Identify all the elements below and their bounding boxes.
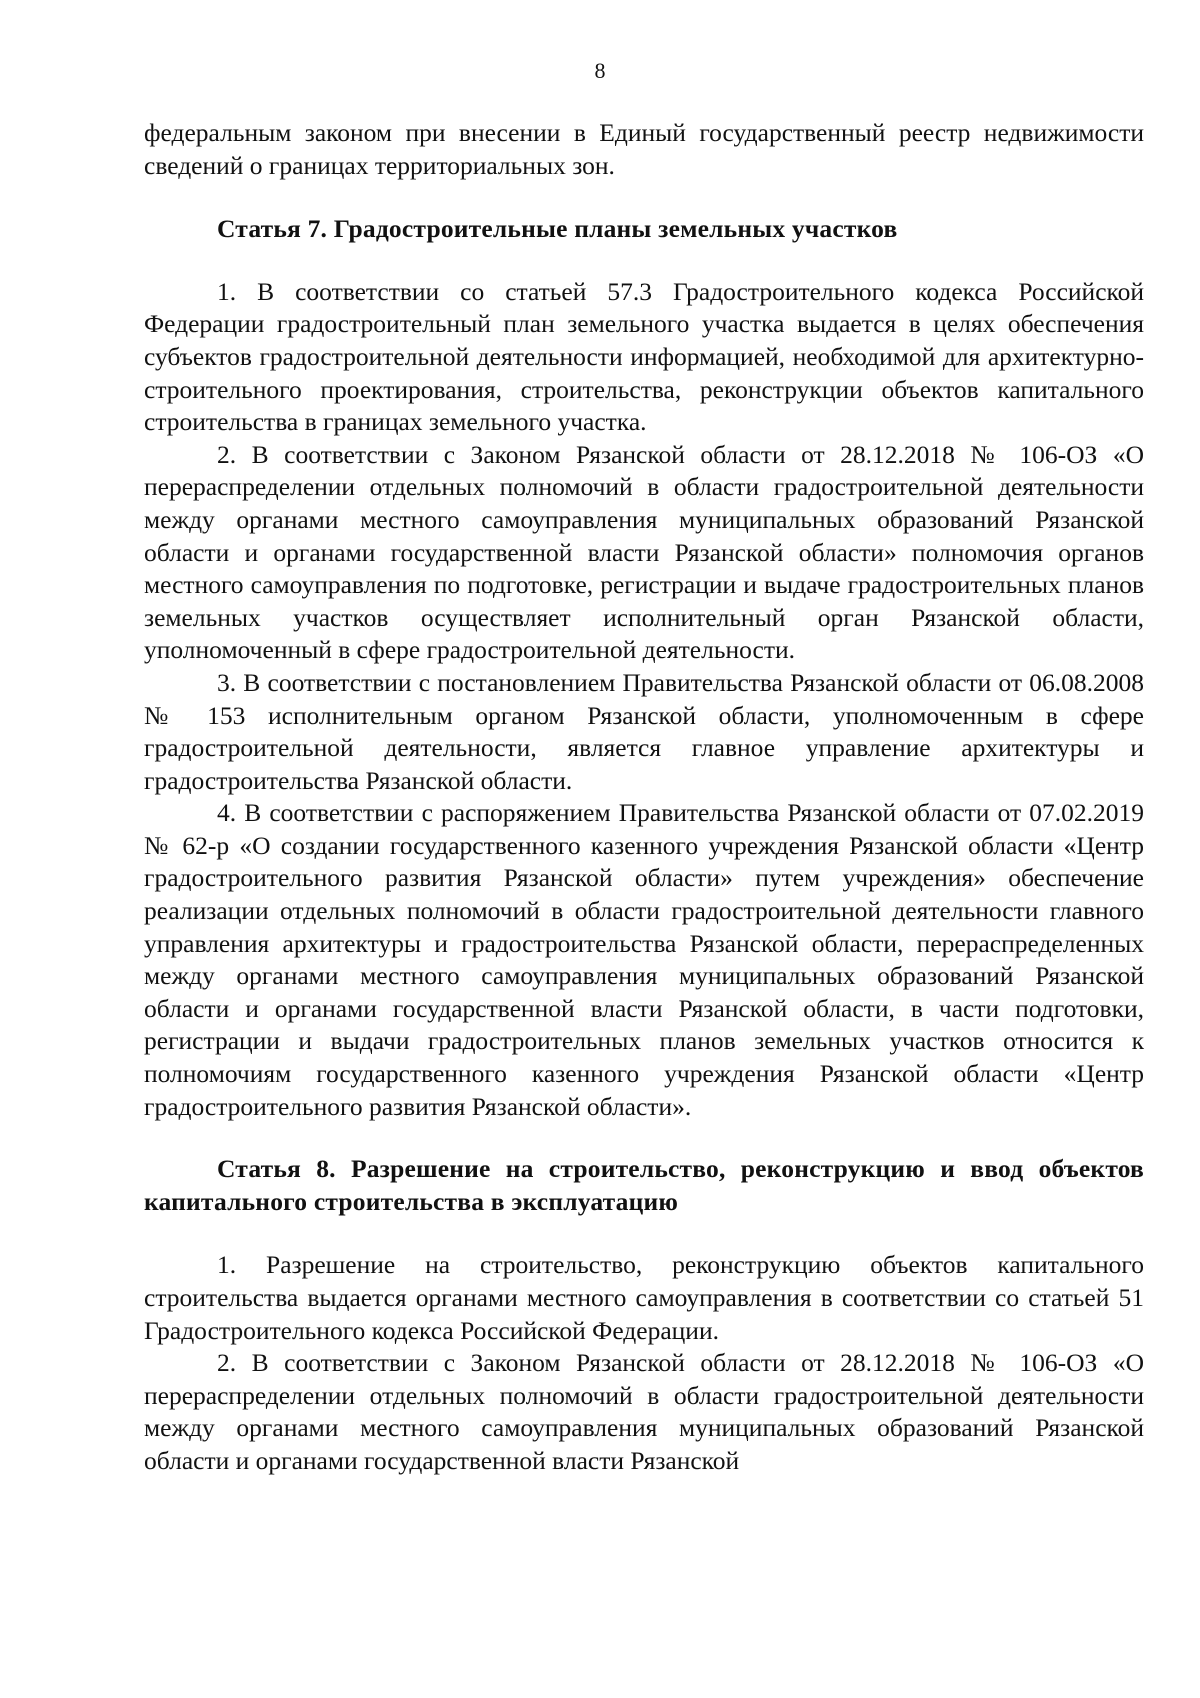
article-8-title: Статья 8. Разрешение на строительство, реконструкцию и ввод объектов капитального строительства в эксплуатацию: [144, 1154, 1144, 1216]
article-7-title: Статья 7. Градостроительные планы земельных участков: [217, 214, 898, 244]
article-8-paragraph-2: 2. В соответствии с Законом Рязанской области от 28.12.2018 № 106-ОЗ «О перераспределении отдельных полномочий в области градостроительной деятельности между органами местного самоуправления муниципальных образований Рязанской области и органами государственной власти Рязанской: [144, 1348, 1144, 1475]
article-7-paragraph-3: 3. В соответствии с постановлением Правительства Рязанской области от 06.08.2008 № 153 исполнительным органом Рязанской области, уполномоченным в сфере градостроительной деятельности, является главное управление архитектуры и градостроительства Рязанской области.: [144, 667, 1144, 795]
article-7-paragraph-1: 1. В соответствии со статьей 57.3 Градостроительного кодекса Российской Федерации градостроительный план земельного участка выдается в целях обеспечения субъектов градостроительной деятельности информацией, необходимой для архитектурно-строительного проектирования, строительства, реконструкции объектов капитального строительства в границах земельного участка.: [144, 276, 1144, 437]
page-number: 8: [594, 58, 606, 83]
article-7-paragraph-4: 4. В соответствии с распоряжением Правительства Рязанской области от 07.02.2019 № 62-р «О создании государственного казенного учреждения Рязанской области «Центр градостроительного развития Рязанской области» путем учреждения» обеспечение реализации отдельных полномочий в области градостроительной деятельности главного управления архитектуры и градостроительства Рязанской области, перераспределенных между органами местного самоуправления муниципальных образований Рязанской области и органами государственной власти Рязанской области, в части подготовки, регистрации и выдачи градостроительных планов земельных участков относится к полномочиям государственного казенного учреждения Рязанской области «Центр градостроительного развития Рязанской области».: [144, 798, 1144, 1121]
article-8-paragraph-1: 1. Разрешение на строительство, реконструкцию объектов капитального строительства выдается органами местного самоуправления в соответствии со статьей 51 Градостроительного кодекса Российской Федерации.: [144, 1250, 1144, 1345]
article-7-paragraph-2: 2. В соответствии с Законом Рязанской области от 28.12.2018 № 106-ОЗ «О перераспределении отдельных полномочий в области градостроительной деятельности между органами местного самоуправления муниципальных образований Рязанской области и органами государственной власти Рязанской области» полномочия органов местного самоуправления по подготовке, регистрации и выдаче градостроительных планов земельных участков осуществляет исполнительный орган Рязанской области, уполномоченный в сфере градостроительной деятельности.: [144, 439, 1144, 665]
intro-paragraph: федеральным законом при внесении в Единый государственный реестр недвижимости сведений о границах территориальных зон.: [144, 118, 1144, 180]
document-body: [144, 117, 1144, 1478]
